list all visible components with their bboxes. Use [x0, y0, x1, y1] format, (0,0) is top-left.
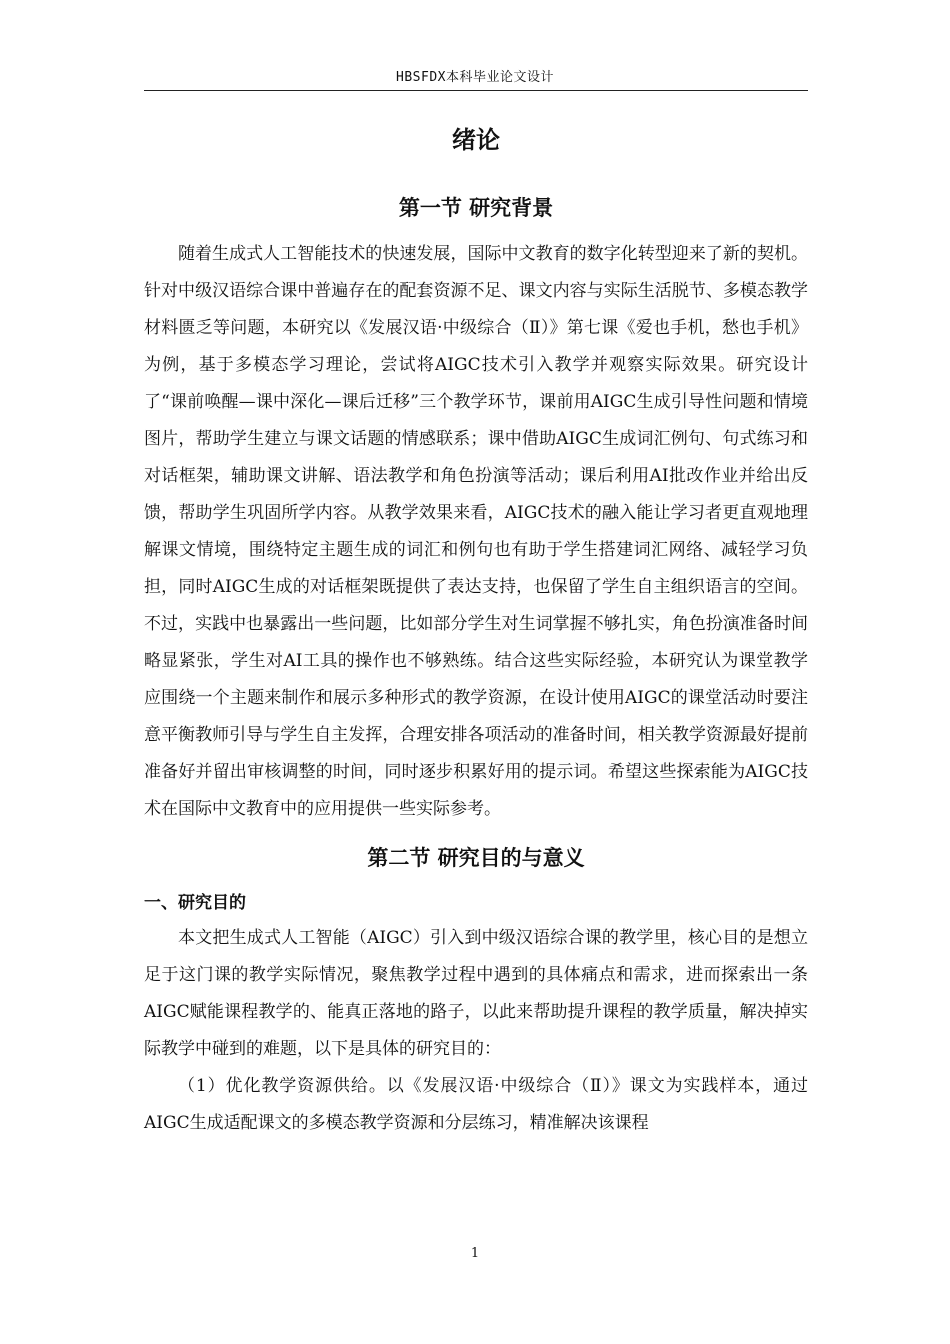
header-divider: [144, 90, 808, 91]
page-number: 1: [470, 1246, 480, 1261]
paragraph-background: 随着生成式人工智能技术的快速发展，国际中文教育的数字化转型迎来了新的契机。针对中级汉语综合课中普遍存在的配套资源不足、课文内容与实际生活脱节、多模态教学材料匮乏等问题，本研究以《发展汉语·中级综合（Ⅱ）》第七课《爱也手机，愁也手机》为例，基于多模态学习理论，尝试将AIGC技术引入教学并观察实际效果。研究设计了“课前唤醒—课中深化—课后迁移”三个教学环节，课前用AIGC生成引导性问题和情境图片，帮助学生建立与课文话题的情感联系；课中借助AIGC生成词汇例句、句式练习和对话框架，辅助课文讲解、语法教学和角色扮演等活动；课后利用AI批改作业并给出反馈，帮助学生巩固所学内容。从教学效果来看，AIGC技术的融入能让学习者更直观地理解课文情境，围绕特定主题生成的词汇和例句也有助于学生搭建词汇网络、减轻学习负担，同时AIGC生成的对话框架既提供了表达支持，也保留了学生自主组织语言的空间。不过，实践中也暴露出一些问题，比如部分学生对生词掌握不够扎实，角色扮演准备时间略显紧张，学生对AI工具的操作也不够熟练。结合这些实际经验，本研究认为课堂教学应围绕一个主题来制作和展示多种形式的教学资源，在设计使用AIGC的课堂活动时要注意平衡教师引导与学生自主发挥，合理安排各项活动的准备时间，相关教学资源最好提前准备好并留出审核调整的时间，同时逐步积累好用的提示词。希望这些探索能为AIGC技术在国际中文教育中的应用提供一些实际参考。: [144, 244, 808, 819]
chapter-title: 绪论: [452, 126, 500, 154]
page-content: [144, 120, 808, 1142]
section-title-purpose: 第二节 研究目的与意义: [367, 846, 585, 870]
subheading-research-purpose: 一、研究目的: [144, 893, 246, 913]
section-title-background: 第一节 研究背景: [398, 196, 554, 220]
running-header: HBSFDX本科毕业论文设计: [396, 70, 554, 85]
paragraph-purpose-intro: 本文把生成式人工智能（AIGC）引入到中级汉语综合课的教学里，核心目的是想立足于这门课的教学实际情况，聚焦教学过程中遇到的具体痛点和需求，进而探索出一条AIGC赋能课程教学的、能真正落地的路子，以此来帮助提升课程的教学质量，解决掉实际教学中碰到的难题，以下是具体的研究目的：: [144, 928, 808, 1059]
paragraph-purpose-item-1: （1）优化教学资源供给。以《发展汉语·中级综合（Ⅱ）》课文为实践样本，通过AIGC生成适配课文的多模态教学资源和分层练习，精准解决该课程: [144, 1076, 808, 1133]
